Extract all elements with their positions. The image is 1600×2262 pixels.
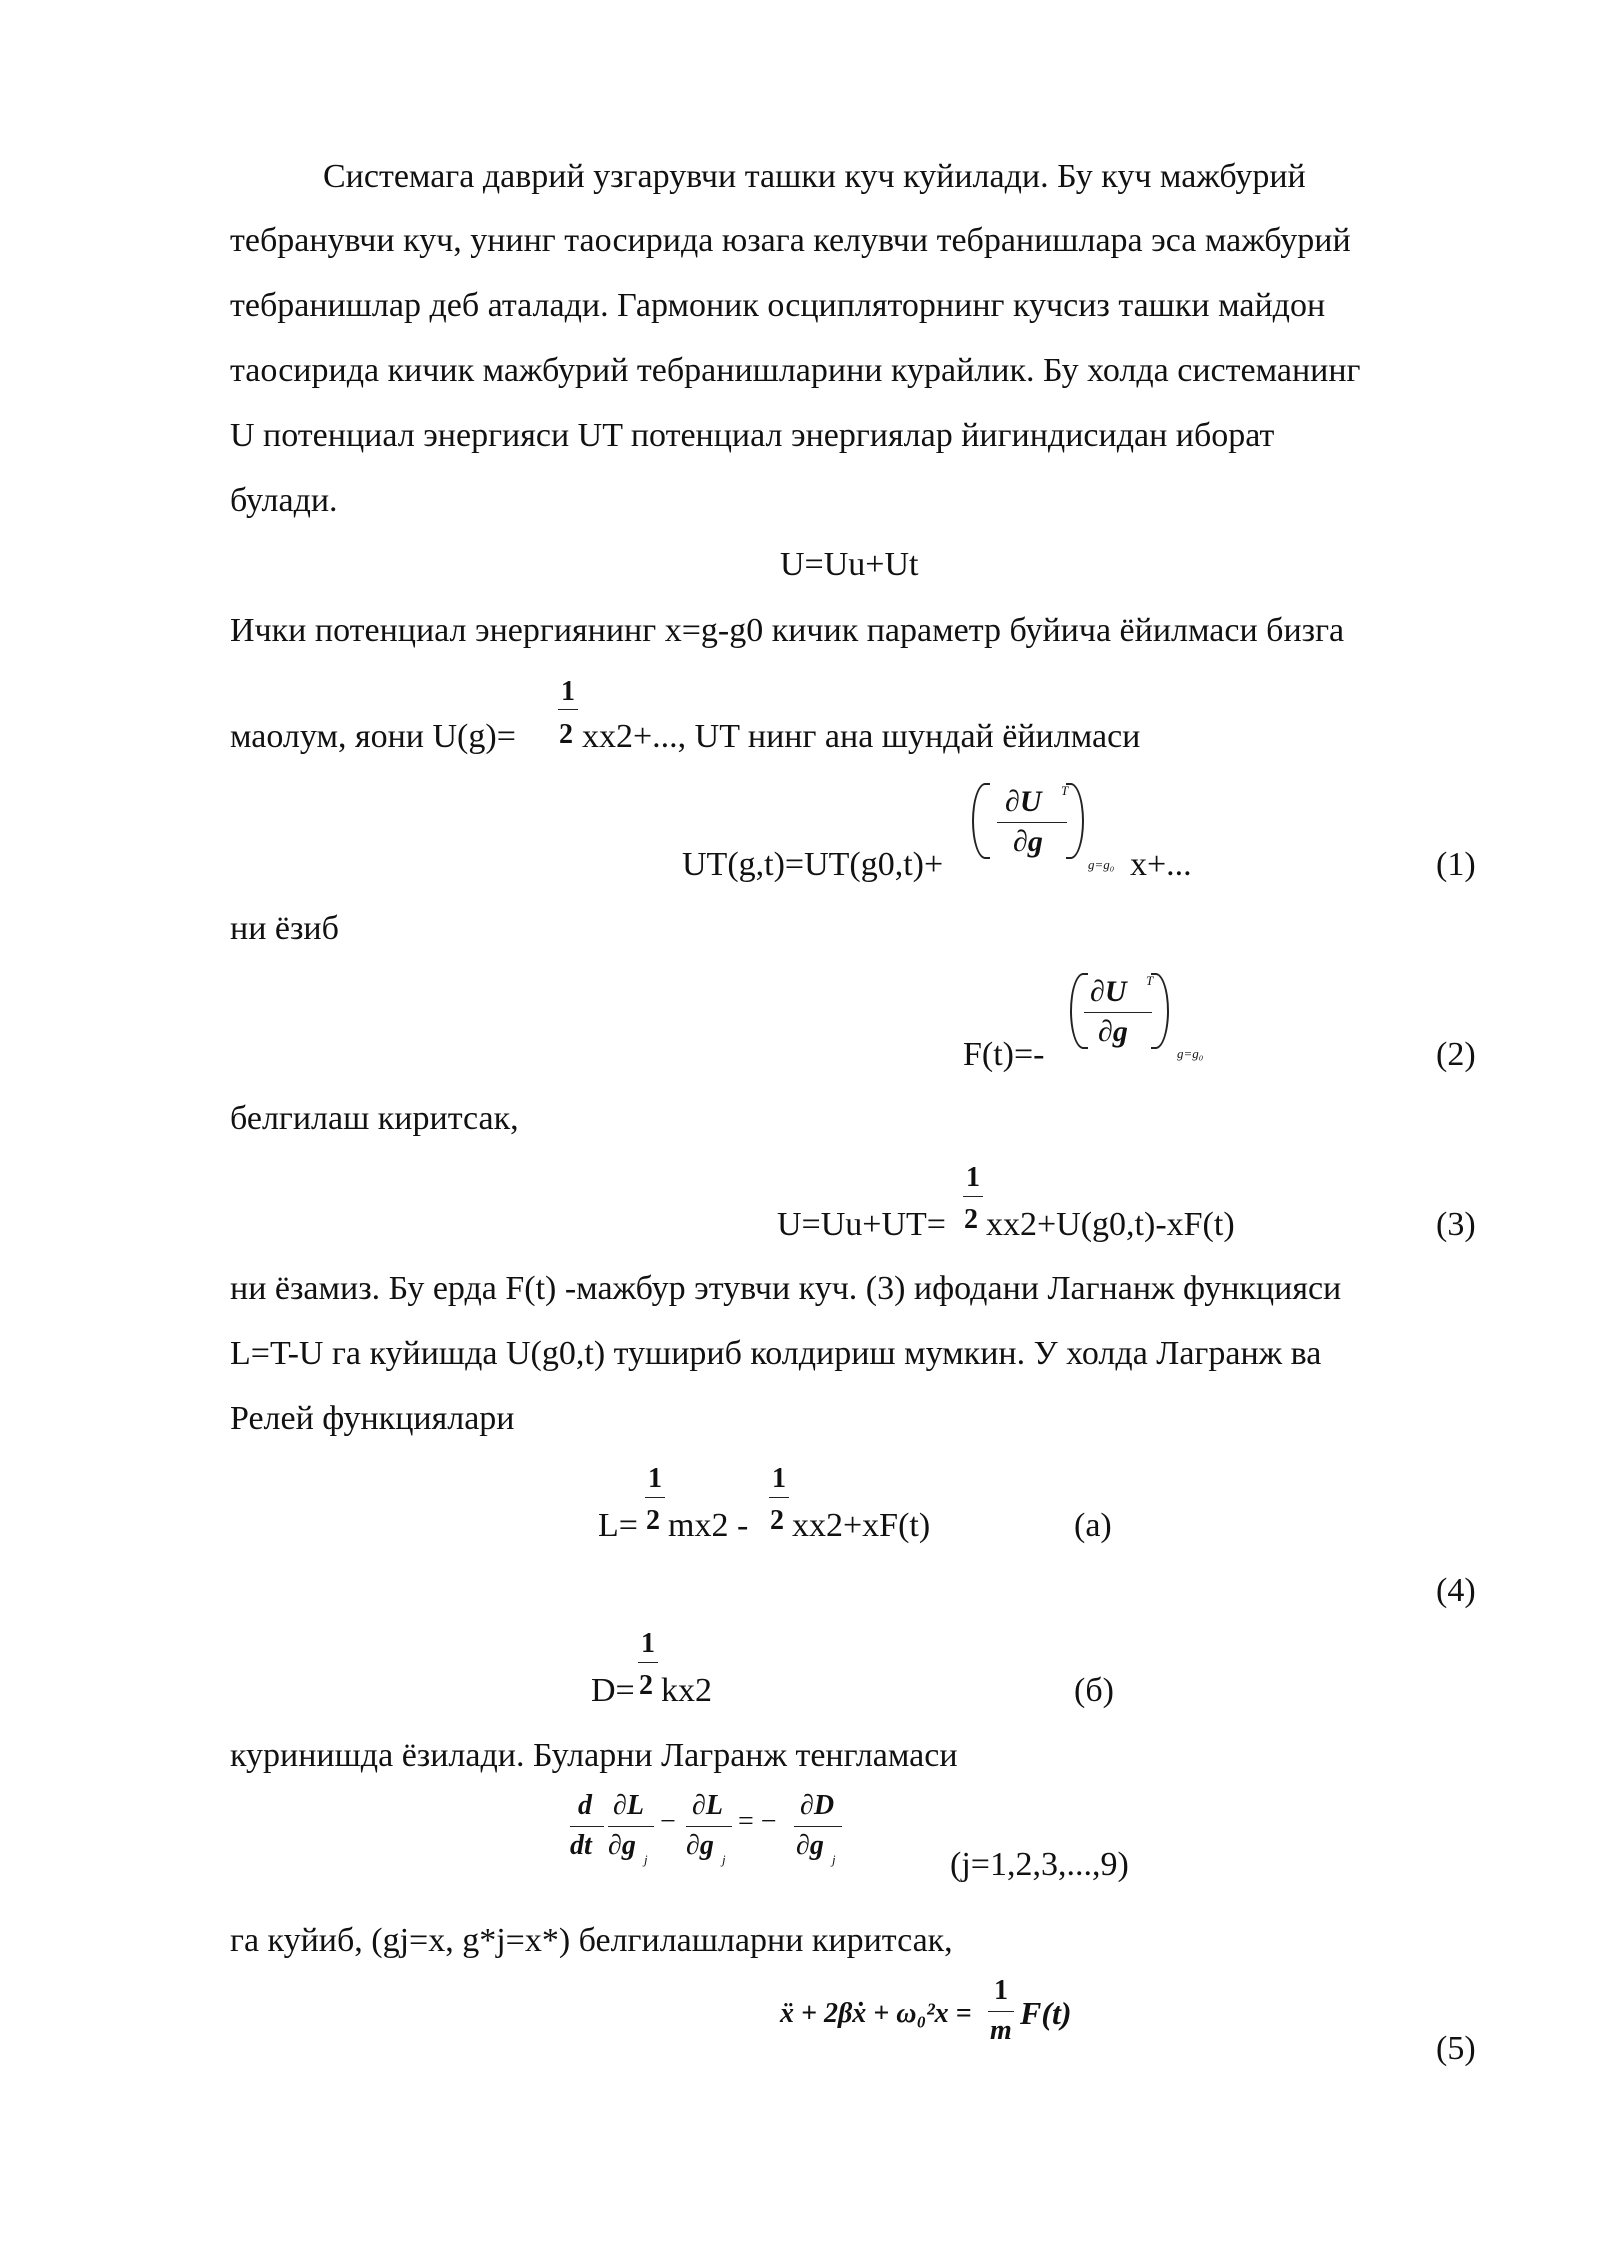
lagrange-dL: ∂L: [692, 1790, 723, 1821]
equation-4a-rhs: xx2+xF(t): [792, 1507, 931, 1544]
paragraph-line-prefix: маолум, яони U(g)=: [230, 718, 516, 755]
evaluation-subscript: g=g₀: [1088, 857, 1115, 872]
fraction-numerator: 1: [772, 1463, 786, 1494]
right-paren: [1151, 973, 1169, 1049]
index-range: (j=1,2,3,...,9): [950, 1846, 1129, 1883]
paragraph-line: L=T-U га куйишда U(g0,t) тушириб колдириш мумкин. У холда Лагранж ва: [230, 1335, 1322, 1372]
paragraph-line: Системага даврий узгарувчи ташки куч куйилади. Бу куч мажбурий: [323, 158, 1306, 195]
lagrange-dg: ∂g: [796, 1830, 824, 1861]
equation-4a-lhs: L=: [598, 1507, 638, 1544]
equation-label-a: (a): [1074, 1507, 1112, 1544]
lagrange-dL: ∂L: [613, 1790, 644, 1821]
right-paren: [1066, 783, 1084, 859]
subscript-j: j: [832, 1852, 836, 1867]
partial-numerator: ∂U: [1005, 785, 1042, 818]
equation-1-tail: x+...: [1130, 846, 1192, 883]
fraction-numerator: 1: [648, 1463, 662, 1494]
equation-label-b: (б): [1074, 1672, 1114, 1709]
paragraph-line: Релей функциялари: [230, 1400, 515, 1437]
fraction-bar: [794, 1826, 842, 1827]
paragraph-line: тебранувчи куч, унинг таосирида юзага келувчи тебранишлара эса мажбурий: [230, 222, 1351, 259]
fraction-denominator: 2: [559, 719, 573, 750]
minus-sign: −: [660, 1806, 676, 1837]
fraction-bar: [558, 709, 578, 710]
fraction-bar: [988, 2011, 1014, 2012]
fraction-denominator: 2: [964, 1204, 978, 1235]
equation-number: (2): [1436, 1036, 1476, 1073]
paragraph-line-suffix: xx2+..., UT нинг ана шундай ёйилмаси: [582, 718, 1141, 755]
fraction-bar: [686, 1826, 732, 1827]
fraction-denominator: 2: [770, 1505, 784, 1536]
fraction-denominator: m: [990, 2015, 1012, 2046]
equation-3-lhs: U=Uu+UT=: [777, 1206, 946, 1243]
fraction-numerator: 1: [994, 1975, 1008, 2006]
fraction-numerator: 1: [561, 676, 575, 707]
subscript-j: j: [722, 1852, 726, 1867]
fraction-bar: [963, 1196, 983, 1197]
fraction-bar: [608, 1826, 654, 1827]
paragraph-line: таосирида кичик мажбурий тебранишларини курайлик. Бу холда системанинг: [230, 352, 1361, 389]
fraction-bar: [645, 1497, 665, 1498]
paragraph-line: ни ёзиб: [230, 910, 339, 947]
partial-numerator: ∂U: [1090, 975, 1127, 1008]
equation-5-rhs: F(t): [1020, 1995, 1072, 2031]
left-paren: [1070, 973, 1088, 1049]
paragraph-line: U потенциал энергияси UT потенциал энергиялар йигиндисидан иборат: [230, 417, 1275, 454]
paragraph-line: га куйиб, (gj=x, g*j=x*) белгилашларни киритсак,: [230, 1922, 953, 1959]
fraction-bar: [769, 1497, 789, 1498]
equation-number: (1): [1436, 846, 1476, 883]
fraction-bar: [997, 822, 1067, 823]
paragraph-line: куринишда ёзилади. Буларни Лагранж тенгламаси: [230, 1737, 958, 1774]
superscript: T: [1146, 973, 1154, 988]
fraction-bar: [638, 1662, 658, 1663]
paragraph-line: булади.: [230, 482, 338, 519]
equation-2-lhs: F(t)=-: [963, 1036, 1045, 1073]
equation-number: (4): [1436, 1572, 1476, 1609]
subscript-j: j: [644, 1852, 648, 1867]
equation-5-lhs: ẍ + 2βẋ + ω₀²x =: [780, 1998, 972, 2029]
equation-1-lhs: UT(g,t)=UT(g0,t)+: [682, 846, 944, 883]
lagrange-d: d: [578, 1790, 592, 1821]
partial-denominator: ∂g: [1098, 1015, 1128, 1048]
equation-number: (5): [1436, 2030, 1476, 2067]
equation-4b-lhs: D=: [591, 1672, 635, 1709]
evaluation-subscript: g=g₀: [1177, 1046, 1204, 1061]
lagrange-dg: ∂g: [686, 1830, 714, 1861]
equation-4a-mid: mx2 -: [668, 1507, 749, 1544]
equation-3-rhs: xx2+U(g0,t)-xF(t): [986, 1206, 1235, 1243]
superscript: T: [1061, 783, 1069, 798]
fraction-bar: [570, 1826, 604, 1827]
fraction-numerator: 1: [966, 1162, 980, 1193]
lagrange-dg: ∂g: [608, 1830, 636, 1861]
paragraph-line: белгилаш киритсак,: [230, 1100, 519, 1137]
equation-4b-rhs: kx2: [661, 1672, 712, 1709]
equation-number: (3): [1436, 1206, 1476, 1243]
fraction-denominator: 2: [646, 1505, 660, 1536]
fraction-numerator: 1: [641, 1628, 655, 1659]
fraction-denominator: 2: [639, 1670, 653, 1701]
left-paren: [972, 783, 990, 859]
paragraph-line: ни ёзамиз. Бу ерда F(t) -мажбур этувчи куч. (3) ифодани Лагнанж функцияси: [230, 1270, 1342, 1307]
equals-minus: = −: [738, 1806, 777, 1837]
lagrange-dD: ∂D: [800, 1790, 835, 1821]
fraction-bar: [1084, 1012, 1152, 1013]
lagrange-dt: dt: [570, 1830, 592, 1861]
equation-potential-sum: U=Uu+Ut: [780, 546, 919, 583]
partial-denominator: ∂g: [1013, 825, 1043, 858]
paragraph-line: Ички потенциал энергиянинг x=g-g0 кичик параметр буйича ёйилмаси бизга: [230, 612, 1345, 649]
paragraph-line: тебранишлар деб аталади. Гармоник осципляторнинг кучсиз ташки майдон: [230, 287, 1326, 324]
